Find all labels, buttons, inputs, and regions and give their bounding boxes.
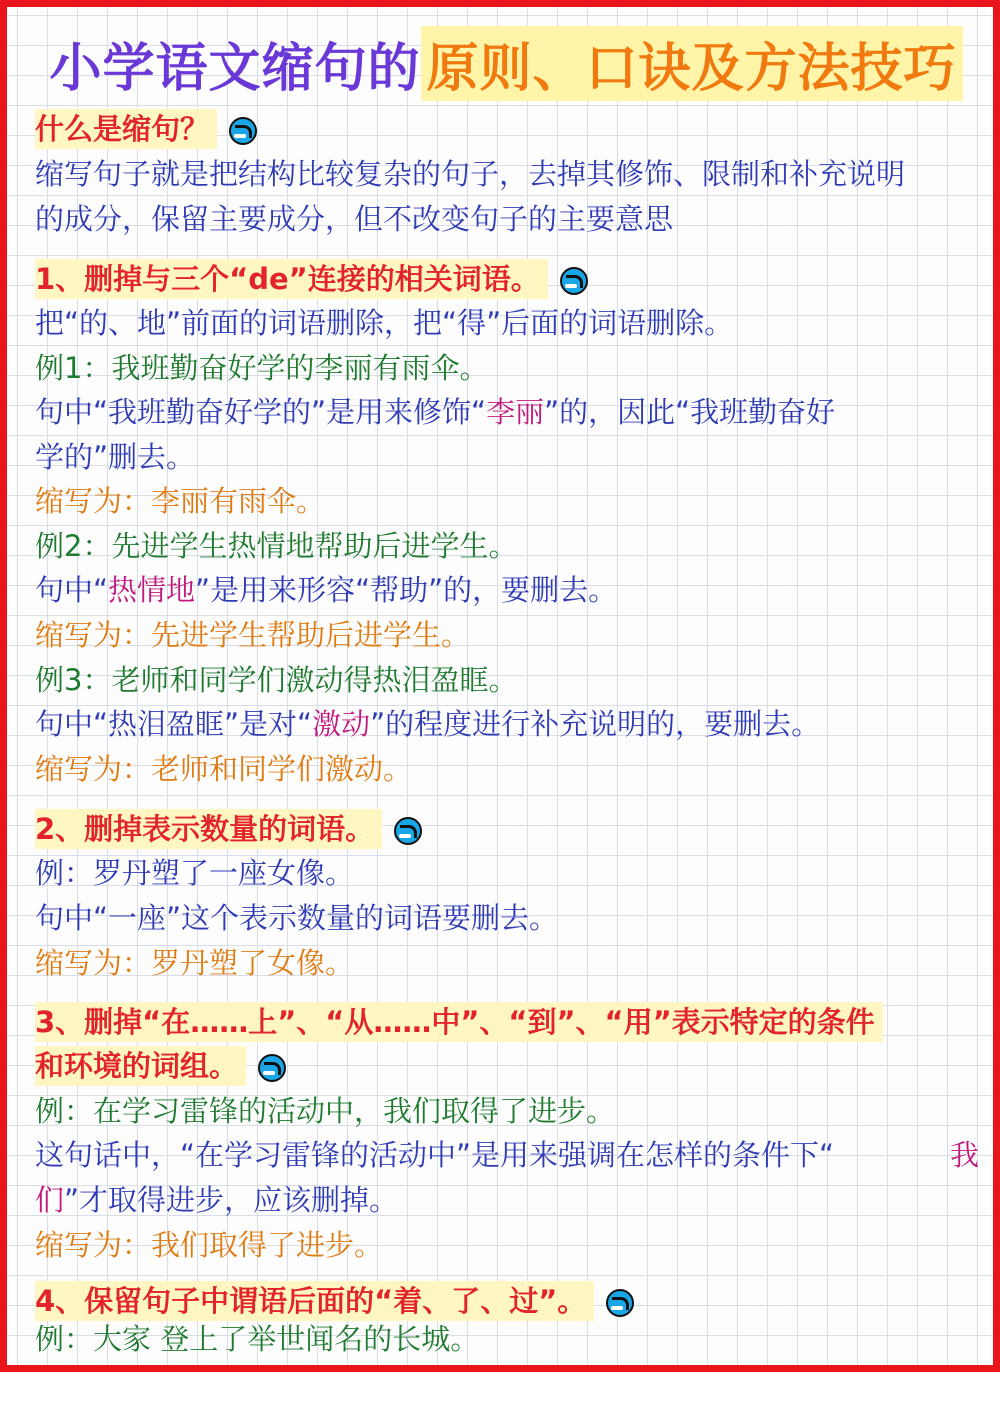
section1-rule: 把“的、地”前面的词语删除，把“得”后面的词语删除。 [35,306,734,340]
highlight-word: 激动 [312,707,371,741]
highlight-word: 热情地 [108,573,196,607]
surf-wave-icon [258,1054,286,1082]
example1: 例1：我班勤奋好学的李丽有雨伞。 [35,351,489,385]
section3-result: 缩写为：我们取得了进步。 [35,1228,384,1262]
explanation-text: ”是用来形容“帮助”的，要删去。 [195,573,618,607]
section3-explanation-line2 [35,1178,979,1222]
highlight-word: 李丽 [486,395,545,429]
highlight-word: 们 [35,1183,65,1217]
example2-explanation [35,568,979,612]
title-part2: 原则、口诀及方法技巧 [421,26,963,101]
title-part1: 小学语文缩句的 [49,38,421,99]
surf-wave-icon [606,1289,634,1317]
highlight-word: 我 [949,1138,979,1172]
example1-result: 缩写为：李丽有雨伞。 [35,484,326,518]
section3-heading-line2: 和环境的词组。 [35,1046,246,1086]
example2-result: 缩写为：先进学生帮助后进学生。 [35,618,471,652]
example3-result: 缩写为：老师和同学们激动。 [35,752,413,786]
intro-line2: 的成分，保留主要成分，但不改变句子的主要意思 [35,202,674,236]
example1-explanation [35,390,979,434]
intro-heading-row [35,107,979,151]
surf-wave-icon [394,817,422,845]
section3-example: 例：在学习雷锋的活动中，我们取得了进步。 [35,1094,616,1128]
section2-example: 例：罗丹塑了一座女像。 [35,856,355,890]
explanation-text: ”才取得进步，应该删掉。 [64,1183,399,1217]
explanation-text: ”的，因此“我班勤奋好 [544,395,836,429]
intro-line1: 缩写句子就是把结构比较复杂的句子，去掉其修饰、限制和补充说明 [35,157,906,191]
section1-heading: 1、删掉与三个“de”连接的相关词语。 [35,259,548,299]
section1-heading-row [35,257,979,301]
surf-wave-icon [560,267,588,295]
section2-explanation: 句中“一座”这个表示数量的词语要删去。 [35,901,559,935]
explanation-text: 这句话中，“在学习雷锋的活动中”是用来强调在怎样的条件下“ [35,1138,835,1172]
section3-heading-line2-row [35,1044,979,1088]
explanation-text: 句中“热泪盈眶”是对“ [35,707,313,741]
page-title [33,25,979,101]
example2: 例2：先进学生热情地帮助后进学生。 [35,529,518,563]
intro-heading: 什么是缩句？ [35,109,217,149]
section2-heading-row [35,807,979,851]
explanation-text: 句中“我班勤奋好学的”是用来修饰“ [35,395,487,429]
example3-explanation [35,702,979,746]
section3-heading-text: 3、删掉“在……上”、“从……中”、“到”、“用”表示特定的条件 [35,1002,883,1042]
section2-result: 缩写为：罗丹塑了女像。 [35,946,355,980]
section4-heading: 4、保留句子中谓语后面的“着、了、过”。 [35,1281,594,1321]
surf-wave-icon [229,117,257,145]
example1-explanation-line2: 学的”删去。 [35,440,196,474]
section4-example: 例：大家 登上了举世闻名的长城。 [35,1322,480,1356]
section3-explanation [35,1133,979,1177]
example3: 例3：老师和同学们激动得热泪盈眶。 [35,663,518,697]
explanation-text: ”的程度进行补充说明的，要删去。 [370,707,821,741]
explanation-text: 句中“ [35,573,109,607]
section2-heading: 2、删掉表示数量的词语。 [35,809,382,849]
section3-heading-line1 [35,1000,979,1044]
